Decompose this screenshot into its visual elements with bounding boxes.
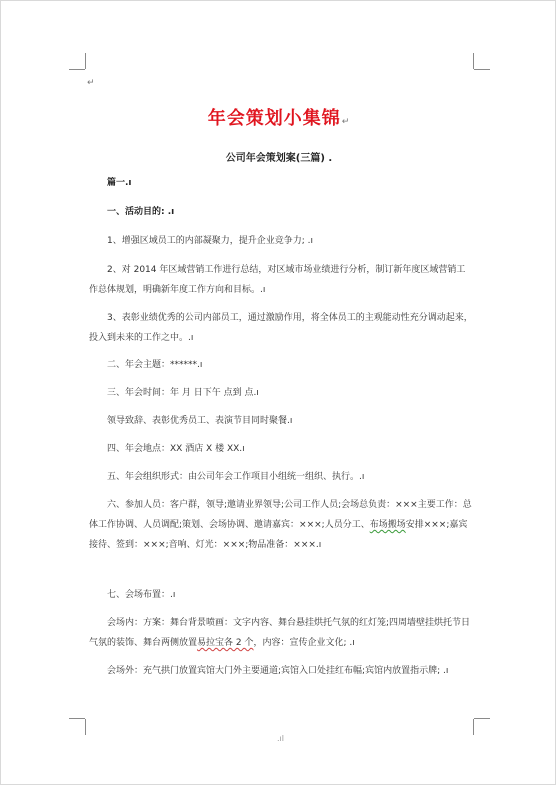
document-title-text: 年会策划小集锦 (207, 108, 341, 129)
body-paragraph[interactable]: 五、年会组织形式：由公司年会工作项目小组统一组织、执行。.ı (107, 472, 365, 482)
body-paragraph[interactable] (89, 613, 473, 653)
section-heading[interactable]: 篇一.ı (107, 178, 132, 188)
paragraph-text: 会场内：方案：舞台背景喷画：文字内容、舞台悬挂烘托气氛的红灯笼;四周墙壁挂烘托节日气氛的装饰、舞台两侧放置 (89, 618, 471, 648)
body-paragraph[interactable]: 四、年会地点：XX 酒店 X 楼 XX.ı (107, 444, 245, 454)
paragraph-text: 安排×××;嘉宾接待、签到：×××;音响、灯光：×××;物品准备：×××.ı (89, 520, 468, 550)
document-title[interactable] (1, 107, 556, 134)
spelling-flagged-text[interactable]: 易拉宝各 2 个 (197, 638, 254, 648)
document-subtitle[interactable]: 公司年会策划案(三篇) . (225, 153, 333, 164)
paragraph-text: ，内容：宣传企业文化; .ı (253, 638, 355, 648)
paragraph-mark-icon: ↵ (87, 78, 95, 88)
body-paragraph[interactable]: 三、年会时间：年 月 日下午 点到 点.ı (107, 388, 259, 398)
body-paragraph[interactable]: 二、年会主题：******.ı (107, 360, 203, 370)
section-heading[interactable]: 一、活动目的: .ı (107, 207, 175, 217)
body-paragraph[interactable]: 会场外：充气拱门放置宾馆大门外主要通道;宾馆入口处挂红布幅;宾馆内放置指示牌; .ı (107, 666, 449, 676)
body-paragraph[interactable]: 2、对 2014 年区域营销工作进行总结，对区域市场业绩进行分析，制订新年度区域营销工作总体规划，明确新年度工作方向和目标。.ı (89, 265, 466, 295)
body-paragraph[interactable]: 七、会场布置：.ı (107, 590, 176, 600)
body-paragraph[interactable] (89, 495, 473, 555)
footer-mark: .ıl (277, 734, 284, 743)
body-paragraph[interactable]: 领导致辞、表彰优秀员工、表演节目同时聚餐.ı (107, 416, 293, 426)
paragraph-mark-icon: ↵ (341, 117, 351, 127)
paragraph-text: 六、参加人员：客户群，领导;邀请业界领导;公司工作人员;会场总负责：×××主要工作：总体工作协调、人员调配;策划、会场协调、邀请嘉宾：×××;人员分工、 (89, 500, 472, 530)
body-paragraph[interactable]: 3、表彰业绩优秀的公司内部员工，通过激励作用，将全体员工的主观能动性充分调动起来，投入到未来的工作之中。.ı (89, 313, 473, 343)
body-paragraph[interactable]: 1、增强区域员工的内部凝聚力，提升企业竞争力; .ı (107, 236, 313, 246)
grammar-flagged-text[interactable]: 布场搬场 (369, 520, 406, 530)
